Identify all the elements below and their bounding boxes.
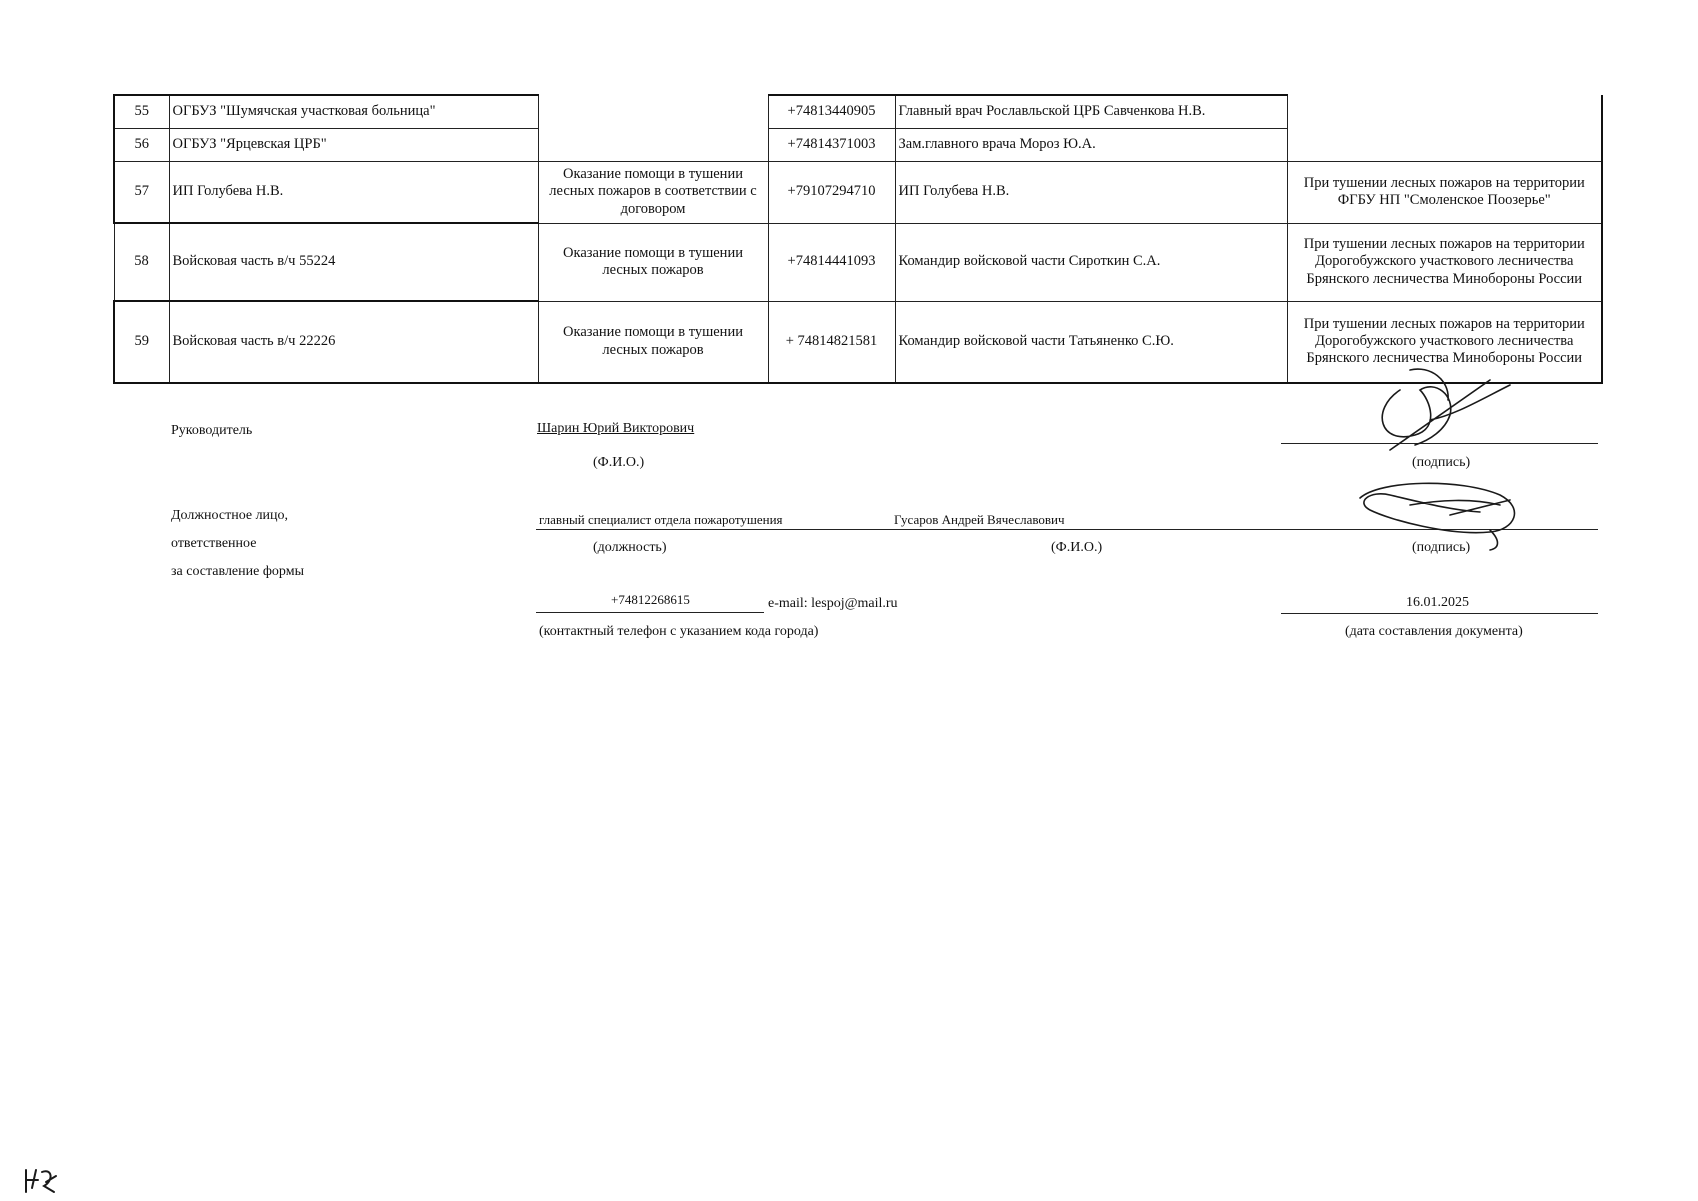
row-number: 59 (114, 301, 169, 383)
official-label: ответственное (171, 536, 257, 551)
phone-number: +74814441093 (768, 223, 895, 301)
head-person: Главный врач Рославльской ЦРБ Савченкова Н.В. (895, 95, 1287, 128)
organization-name: Войсковая часть в/ч 22226 (169, 301, 538, 383)
fio-caption: (Ф.И.О.) (1051, 540, 1103, 555)
signature-caption: (подпись) (1412, 540, 1471, 555)
territory-description: При тушении лесных пожаров на территории Дорогобужского участкового лесничества Брянского лесничества Минобороны России (1287, 301, 1602, 383)
row-number: 58 (114, 223, 169, 301)
phone-number: +79107294710 (768, 161, 895, 223)
territory-description: При тушении лесных пожаров на территории ФГБУ НП "Смоленское Поозерье" (1287, 161, 1602, 223)
row-number: 57 (114, 161, 169, 223)
row-number: 56 (114, 128, 169, 161)
contact-phone: +74812268615 (611, 592, 690, 607)
head-person: ИП Голубева Н.В. (895, 161, 1287, 223)
activity-cell (538, 95, 768, 161)
official-label: Должностное лицо, (171, 508, 289, 523)
organization-name: ОГБУЗ "Шумячская участковая больница" (169, 95, 538, 128)
activity-description: Оказание помощи в тушении лесных пожаров в соответствии с договором (538, 161, 768, 223)
position-caption: (должность) (593, 540, 667, 555)
official-label: за составление формы (171, 564, 304, 579)
head-person: Командир войсковой части Татьяненко С.Ю. (895, 301, 1287, 383)
signature-caption: (подпись) (1412, 455, 1471, 470)
date-line (1281, 613, 1598, 614)
date-caption: (дата составления документа) (1345, 624, 1523, 639)
official-name: Гусаров Андрей Вячеславович (894, 512, 1065, 527)
head-name: Шарин Юрий Викторович (537, 421, 695, 436)
phone-caption: (контактный телефон с указанием кода города) (539, 624, 819, 639)
head-label: Руководитель (171, 423, 253, 438)
head-person: Зам.главного врача Мороз Ю.А. (895, 128, 1287, 161)
table-row (114, 223, 1602, 301)
fio-caption: (Ф.И.О.) (593, 455, 645, 470)
official-position: главный специалист отдела пожаротушения (539, 512, 783, 527)
activity-description: Оказание помощи в тушении лесных пожаров (538, 301, 768, 383)
activity-description: Оказание помощи в тушении лесных пожаров (538, 223, 768, 301)
organizations-table (113, 94, 1603, 384)
organization-name: ИП Голубева Н.В. (169, 161, 538, 223)
signature-official-icon (1350, 470, 1530, 555)
table-row (114, 161, 1602, 223)
row-number: 55 (114, 95, 169, 128)
document-date: 16.01.2025 (1406, 595, 1469, 610)
organization-name: Войсковая часть в/ч 55224 (169, 223, 538, 301)
head-person: Командир войсковой части Сироткин С.А. (895, 223, 1287, 301)
territory-cell (1287, 95, 1602, 161)
territory-description: При тушении лесных пожаров на территории Дорогобужского участкового лесничества Брянского лесничества Минобороны России (1287, 223, 1602, 301)
phone-number: +74813440905 (768, 95, 895, 128)
contact-email: e-mail: lespoj@mail.ru (768, 596, 898, 611)
table-row (114, 95, 1602, 128)
phone-line (536, 612, 764, 613)
handwritten-number-icon (22, 1166, 58, 1196)
phone-number: +74814371003 (768, 128, 895, 161)
signature-head-icon (1360, 360, 1520, 460)
organization-name: ОГБУЗ "Ярцевская ЦРБ" (169, 128, 538, 161)
margin-page-mark (22, 1166, 58, 1201)
phone-number: + 74814821581 (768, 301, 895, 383)
